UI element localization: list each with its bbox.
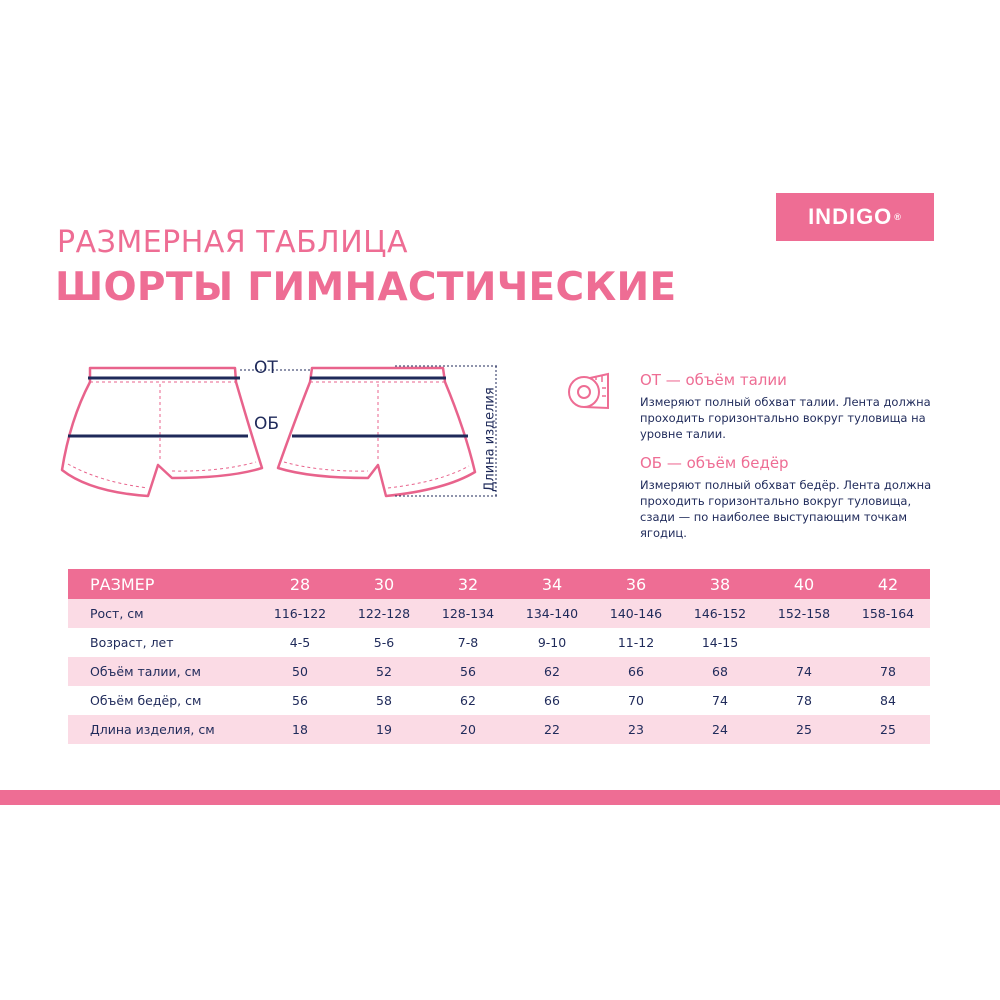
table-cell: 11-12 <box>617 635 655 650</box>
brand-logo <box>776 193 934 241</box>
table-cell: 84 <box>880 693 896 708</box>
page-subtitle: ШОРТЫ ГИМНАСТИЧЕСКИЕ <box>55 265 677 310</box>
row-label: Объём бедёр, см <box>90 693 202 708</box>
measuring-tape-icon <box>566 368 612 414</box>
table-cell: 116-122 <box>273 606 327 621</box>
table-row <box>68 628 930 657</box>
size-table <box>68 569 930 744</box>
bottom-divider-bar <box>0 790 1000 805</box>
table-row <box>68 599 930 628</box>
table-row <box>68 715 930 744</box>
table-cell: 18 <box>292 722 308 737</box>
table-cell: 66 <box>544 693 560 708</box>
table-header-cell: 40 <box>793 574 815 594</box>
row-label: Возраст, лет <box>90 635 174 650</box>
diagram-label-ot: ОТ <box>254 358 278 378</box>
logo-text: INDIGO <box>808 204 893 229</box>
table-cell: 9-10 <box>537 635 567 650</box>
legend-ot-text: Измеряют полный обхват талии. Лента должна проходить горизонтально вокруг туловища на уровне талии. <box>640 395 931 441</box>
table-cell: 74 <box>712 693 728 708</box>
row-label: Объём талии, см <box>90 664 201 679</box>
shorts-diagram <box>50 350 510 510</box>
table-cell: 5-6 <box>373 635 395 650</box>
table-cell: 56 <box>460 664 476 679</box>
table-header-cell: 38 <box>709 574 731 594</box>
table-cell: 146-152 <box>693 606 747 621</box>
table-cell: 66 <box>628 664 644 679</box>
table-row <box>68 686 930 715</box>
page-title: РАЗМЕРНАЯ ТАБЛИЦА <box>57 225 408 260</box>
table-cell: 52 <box>376 664 392 679</box>
table-cell: 78 <box>796 693 812 708</box>
registered-mark: ® <box>894 212 902 222</box>
table-cell: 25 <box>880 722 896 737</box>
table-cell: 62 <box>544 664 560 679</box>
diagram-label-ob: ОБ <box>254 414 280 434</box>
table-cell: 50 <box>292 664 308 679</box>
table-row <box>68 657 930 686</box>
table-cell: 7-8 <box>457 635 479 650</box>
legend-ob-heading: ОБ — объём бедёр <box>640 454 789 472</box>
table-cell: 122-128 <box>357 606 411 621</box>
table-cell: 25 <box>796 722 812 737</box>
table-cell: 62 <box>460 693 476 708</box>
table-header-row <box>68 569 930 599</box>
table-header-cell: 36 <box>625 574 647 594</box>
row-label: Длина изделия, см <box>90 722 215 737</box>
diagram-label-length: Длина изделия <box>482 387 498 492</box>
table-cell: 19 <box>376 722 392 737</box>
table-header-cell: 30 <box>373 574 395 594</box>
table-cell: 22 <box>544 722 560 737</box>
table-header-cell: 42 <box>877 574 899 594</box>
table-cell: 56 <box>292 693 308 708</box>
table-cell: 24 <box>712 722 728 737</box>
table-header-cell: 28 <box>289 574 311 594</box>
legend-ob-text: Измеряют полный обхват бедёр. Лента должна проходить горизонтально вокруг туловища, сзади — по наиболее выступающим точкам ягодиц. <box>640 478 932 540</box>
table-cell: 152-158 <box>777 606 831 621</box>
table-cell: 23 <box>628 722 644 737</box>
table-cell: 20 <box>460 722 476 737</box>
table-cell: 74 <box>796 664 812 679</box>
shorts-back-icon <box>278 368 475 496</box>
table-header-cell: 32 <box>457 574 479 594</box>
table-header-label: РАЗМЕР <box>90 574 155 594</box>
table-header-cell: 34 <box>541 574 563 594</box>
table-cell: 134-140 <box>525 606 579 621</box>
table-cell: 158-164 <box>861 606 915 621</box>
table-cell: 128-134 <box>441 606 495 621</box>
table-cell: 68 <box>712 664 728 679</box>
table-cell: 4-5 <box>289 635 311 650</box>
table-cell: 140-146 <box>609 606 663 621</box>
row-label: Рост, см <box>90 606 144 621</box>
table-cell: 14-15 <box>701 635 739 650</box>
table-cell: 58 <box>376 693 392 708</box>
shorts-front-icon <box>62 368 262 496</box>
table-cell: 70 <box>628 693 644 708</box>
table-cell: 78 <box>880 664 896 679</box>
legend-ot-heading: ОТ — объём талии <box>640 371 787 389</box>
